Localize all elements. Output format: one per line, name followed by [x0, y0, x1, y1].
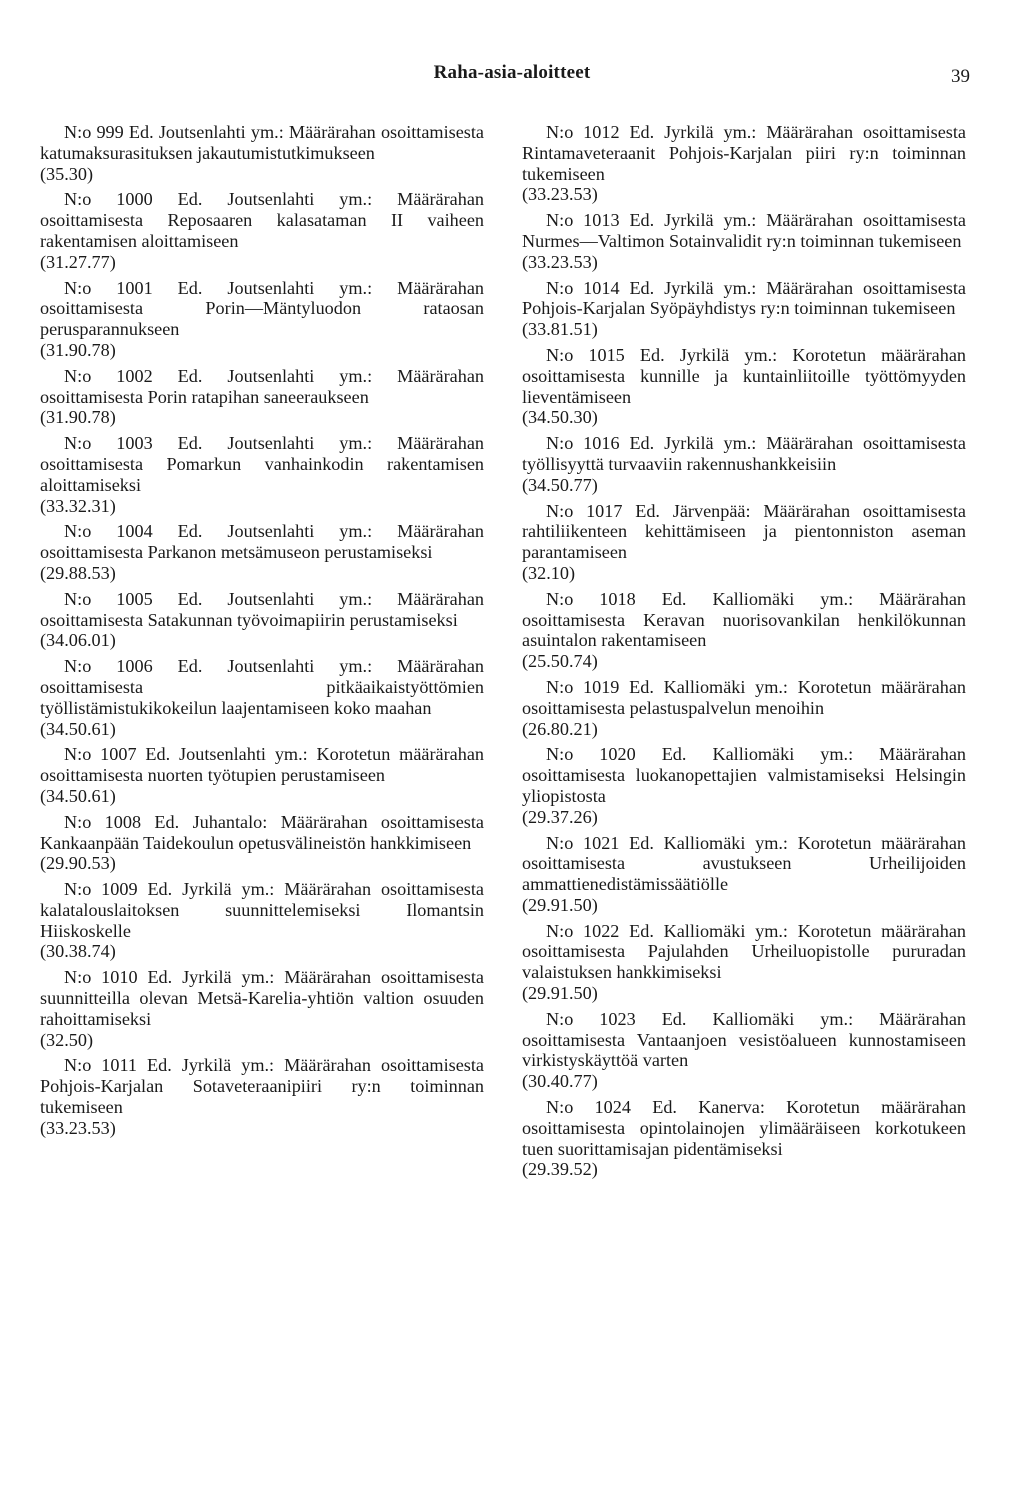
motion-entry: [522, 921, 966, 1004]
motion-entry: [522, 501, 966, 584]
budget-code: (26.80.21): [522, 718, 598, 739]
budget-code: (32.50): [40, 1029, 94, 1050]
budget-code: (30.38.74): [40, 941, 116, 962]
motion-description: N:o 1002 Ed. Joutsenlahti ym.: Määrärahan osoittamisesta Porin ratapihan saneeraukseen: [40, 365, 484, 407]
motion-entry: [522, 433, 966, 495]
right-column: [522, 122, 966, 1185]
budget-code: (34.50.30): [522, 407, 598, 428]
budget-code: (34.50.77): [522, 474, 598, 495]
motion-entry: [522, 677, 966, 739]
motion-description: N:o 1001 Ed. Joutsenlahti ym.: Määrärahan osoittamisesta Porin—Mäntyluodon rataosan perusparannukseen: [40, 277, 484, 340]
motion-description: N:o 1024 Ed. Kanerva: Korotetun määrärahan osoittamisesta opintolainojen ylimääräiseen korkotukeen tuen suorittamisajan pidentämiseksi: [522, 1097, 966, 1159]
motion-description: N:o 1009 Ed. Jyrkilä ym.: Määrärahan osoittamisesta kalatalouslaitoksen suunnittelemiseksi Ilomantsin Hiiskoskelle: [40, 879, 484, 941]
motion-description: N:o 1004 Ed. Joutsenlahti ym.: Määrärahan osoittamisesta Parkanon metsämuseon perustamiseksi: [40, 521, 484, 563]
motion-entry: [522, 210, 966, 272]
budget-code: (30.40.77): [522, 1071, 598, 1092]
motion-entry: [40, 433, 484, 516]
budget-code: (34.50.61): [40, 785, 116, 806]
budget-code: (31.90.78): [40, 339, 116, 360]
motion-entry: [522, 278, 966, 340]
motion-description: N:o 1011 Ed. Jyrkilä ym.: Määrärahan osoittamisesta Pohjois-Karjalan Sotaveteraanipiiri ry:n toiminnan tukemiseen: [40, 1055, 484, 1118]
budget-code: (29.91.50): [522, 983, 598, 1004]
running-title: Raha-asia-aloitteet: [433, 62, 591, 83]
motion-description: N:o 1022 Ed. Kalliomäki ym.: Korotetun määrärahan osoittamisesta Pajulahden Urheiluopistolle pururadan valaistuksen hankkimiseksi: [522, 920, 966, 983]
budget-code: (32.10): [522, 562, 576, 583]
motion-description: N:o 1017 Ed. Järvenpää: Määrärahan osoittamisesta rahtiliikenteen kehittämiseen ja pientonniston aseman parantamiseen: [522, 500, 966, 563]
budget-code: (34.06.01): [40, 630, 116, 651]
motion-entry: [40, 967, 484, 1050]
motion-entry: [522, 345, 966, 428]
motion-entry: [40, 744, 484, 806]
budget-code: (25.50.74): [522, 651, 598, 672]
motion-entry: [40, 589, 484, 651]
motion-description: N:o 1021 Ed. Kalliomäki ym.: Korotetun määrärahan osoittamisesta avustukseen Urheilijoiden ammattienedistämissäätiölle: [522, 832, 966, 895]
motion-description: N:o 1005 Ed. Joutsenlahti ym.: Määrärahan osoittamisesta Satakunnan työvoimapiirin perustamiseksi: [40, 588, 484, 630]
budget-code: (33.81.51): [522, 319, 598, 340]
motion-description: N:o 1023 Ed. Kalliomäki ym.: Määrärahan osoittamisesta Vantaanjoen vesistöalueen kunnostamiseen virkistyskäyttöä varten: [522, 1008, 966, 1071]
motion-description: N:o 1014 Ed. Jyrkilä ym.: Määrärahan osoittamisesta Pohjois-Karjalan Syöpäyhdistys ry:n toiminnan tukemiseen: [522, 277, 966, 319]
motion-entry: [522, 833, 966, 916]
budget-code: (29.90.53): [40, 853, 116, 874]
motion-description: N:o 1012 Ed. Jyrkilä ym.: Määrärahan osoittamisesta Rintamaveteraanit Pohjois-Karjalan piiri ry:n toiminnan tukemiseen: [522, 122, 966, 184]
motion-description: N:o 1016 Ed. Jyrkilä ym.: Määrärahan osoittamisesta työllisyyttä turvaaviin rakennushankkeisiin: [522, 433, 966, 474]
motion-description: N:o 1010 Ed. Jyrkilä ym.: Määrärahan osoittamisesta suunnitteilla olevan Metsä-Karelia-yhtiön valtion osuuden rahoittamiseksi: [40, 967, 484, 1029]
motion-description: N:o 1003 Ed. Joutsenlahti ym.: Määrärahan osoittamisesta Pomarkun vanhainkodin rakentamisen aloittamiseksi: [40, 433, 484, 495]
motion-description: N:o 1019 Ed. Kalliomäki ym.: Korotetun määrärahan osoittamisesta pelastuspalvelun menoihin: [522, 676, 966, 718]
motion-entry: [40, 656, 484, 739]
motion-entry: [40, 521, 484, 583]
motion-description: N:o 1008 Ed. Juhantalo: Määrärahan osoittamisesta Kankaanpään Taidekoulun opetusvälineistön hankkimiseen: [40, 811, 484, 853]
motion-entry: [522, 1009, 966, 1092]
budget-code: (29.39.52): [522, 1159, 598, 1180]
motion-entry: [522, 744, 966, 827]
budget-code: (34.50.61): [40, 718, 116, 739]
motion-entry: [522, 589, 966, 672]
motion-entry: [40, 189, 484, 272]
motion-entry: [40, 1055, 484, 1138]
budget-code: (29.37.26): [522, 806, 598, 827]
motion-entry: [40, 879, 484, 962]
motion-entry: [40, 366, 484, 428]
budget-code: (33.23.53): [522, 251, 598, 272]
budget-code: (33.23.53): [522, 184, 598, 205]
motion-description: N:o 1020 Ed. Kalliomäki ym.: Määrärahan osoittamisesta luokanopettajien valmistamiseksi Helsingin yliopistosta: [522, 744, 966, 806]
budget-code: (31.90.78): [40, 407, 116, 428]
motion-entry: [40, 278, 484, 361]
motion-entry: [522, 1097, 966, 1180]
motion-entry: [40, 812, 484, 874]
budget-code: (29.91.50): [522, 894, 598, 915]
budget-code: (33.32.31): [40, 495, 116, 516]
motion-description: N:o 1006 Ed. Joutsenlahti ym.: Määrärahan osoittamisesta pitkäaikaistyöttömien työllistämistukikokeilun laajentamiseen koko maahan: [40, 656, 484, 718]
motion-description: N:o 1007 Ed. Joutsenlahti ym.: Korotetun määrärahan osoittamisesta nuorten työtupien perustamiseen: [40, 744, 484, 786]
motion-description: N:o 1015 Ed. Jyrkilä ym.: Korotetun määrärahan osoittamisesta kunnille ja kuntainliitoille työttömyyden lieventämiseen: [522, 344, 966, 407]
motion-description: N:o 1018 Ed. Kalliomäki ym.: Määrärahan osoittamisesta Keravan nuorisovankilan henkilökunnan asuintalon rakentamiseen: [522, 588, 966, 651]
left-column: [40, 122, 484, 1144]
budget-code: (33.23.53): [40, 1117, 116, 1138]
budget-code: (29.88.53): [40, 562, 116, 583]
motion-entry: [522, 122, 966, 205]
budget-code: (31.27.77): [40, 251, 116, 272]
budget-code: (35.30): [40, 163, 94, 184]
motion-entry: [40, 122, 484, 184]
motion-description: N:o 1013 Ed. Jyrkilä ym.: Määrärahan osoittamisesta Nurmes—Valtimon Sotainvalidit ry:n toiminnan tukemiseen: [522, 210, 966, 251]
motion-description: N:o 999 Ed. Joutsenlahti ym.: Määrärahan osoittamisesta katumaksurasituksen jakautumistutkimukseen: [40, 122, 484, 163]
motion-description: N:o 1000 Ed. Joutsenlahti ym.: Määrärahan osoittamisesta Reposaaren kalasataman II vaiheen rakentamisen aloittamiseen: [40, 189, 484, 251]
page-number: 39: [951, 66, 970, 87]
